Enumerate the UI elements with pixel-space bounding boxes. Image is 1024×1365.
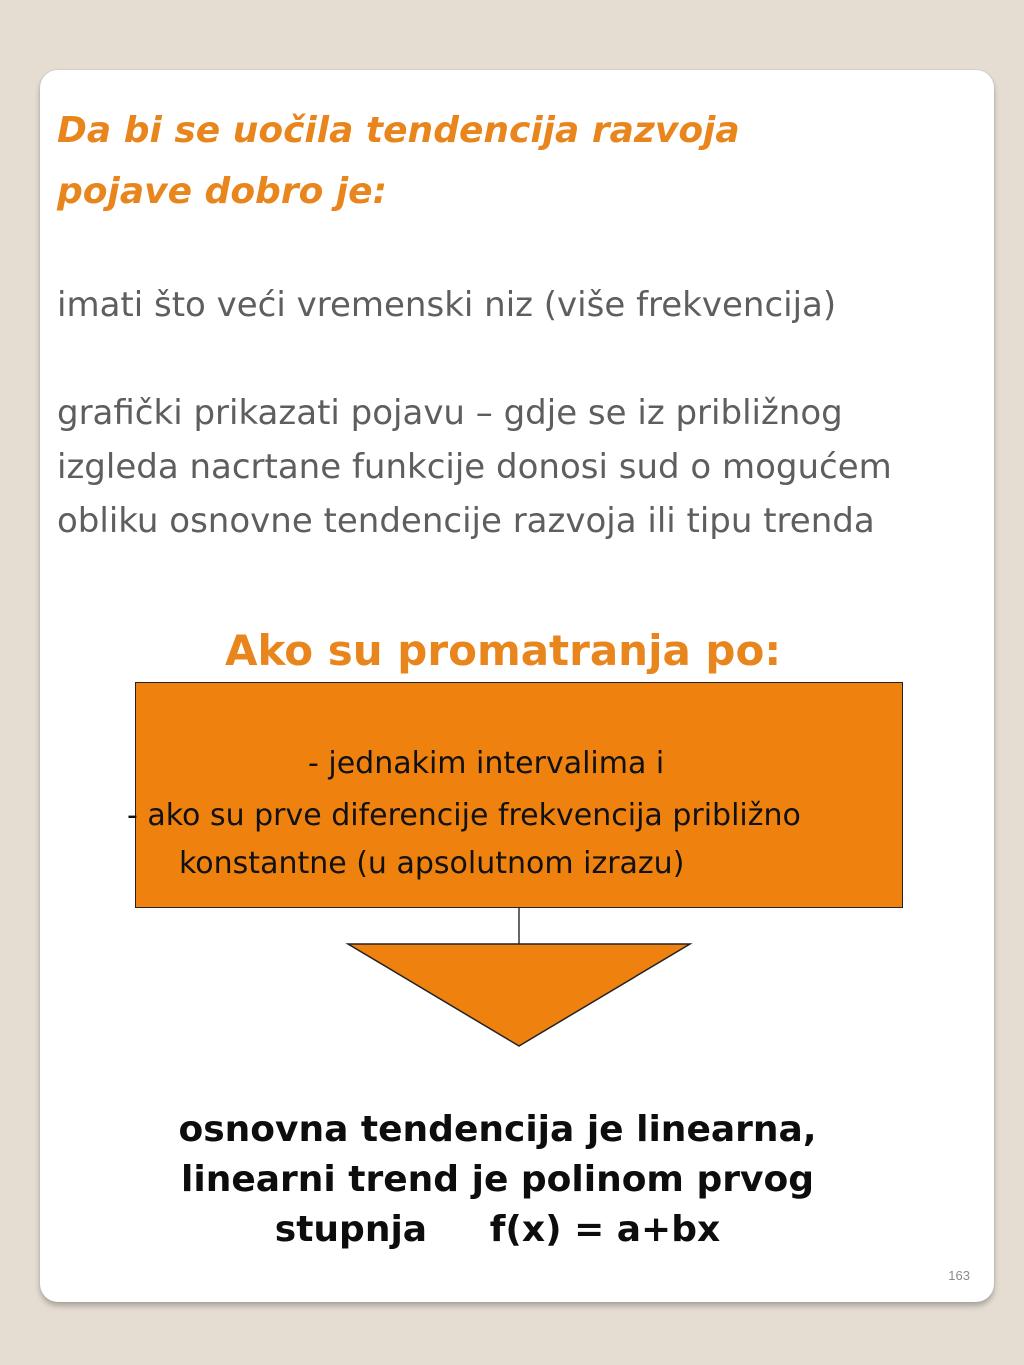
heading-line: pojave dobro je: — [57, 171, 387, 212]
condition-line: - ako su prve diferencije frekvencija približno — [127, 798, 801, 833]
paragraph-line: obliku osnovne tendencije razvoja ili tipu trenda — [57, 501, 875, 541]
page-number: 163 — [948, 1268, 970, 1283]
conclusion-line: osnovna tendencija je linearna, — [178, 1109, 817, 1150]
heading-line: Da bi se uočila tendencija razvoja — [57, 110, 740, 151]
conclusion — [120, 1105, 875, 1255]
condition-line: konstantne (u apsolutnom izrazu) — [179, 846, 685, 881]
subheading: Ako su promatranja po: — [225, 626, 782, 675]
condition-line: - jednakim intervalima i — [308, 746, 665, 781]
paragraph-line: grafički prikazati pojavu – gdje se iz približnog — [57, 393, 843, 433]
conclusion-line: linearni trend je polinom prvog — [181, 1159, 814, 1200]
paragraph-line: imati što veći vremenski niz (više frekvencija) — [57, 285, 837, 325]
conclusion-line: stupnja f(x) = a+bx — [274, 1209, 721, 1250]
down-arrow-icon — [348, 944, 690, 1046]
paragraph-line: izgleda nacrtane funkcije donosi sud o mogućem — [57, 447, 892, 487]
